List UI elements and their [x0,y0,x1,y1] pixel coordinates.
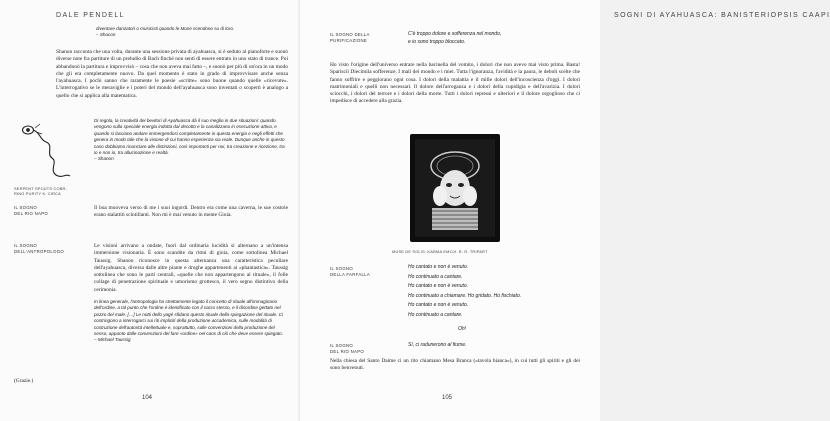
rio-napo-quote: Sì, ci radunerono al fiume. [408,342,467,348]
serpent-caption-line-2: RING PURITY K. CIRCA [14,191,61,196]
purificazione-quote-line-1: C'è troppo dolore e sofferenza nel mondo, [408,31,502,37]
shanon-quote-text: Di regola, la creatività dei bevitori di Ayahuasca dà il suo meglio in due situazioni: quando vengono sulla speciale energia indotta dal decotto e la canalizzano in esecuzione attiva, e quando si lasciano andare immergendosi completamente in questa energia e negli effetti che genera in modo tale che la visione di cui hanno esperienza sia reale. Dunque anche in questo caso dobbiamo rinunciare alle distinzioni, così importanti per noi, tra creazione e ricezione, tra io e non io, tra allucinazione e realtà. [94,118,285,156]
margin-label-farfalla-line-2: DELLA FARFALLA [330,271,371,277]
serpent-illustration [18,118,78,184]
artwork-frame [410,134,500,242]
shanon-quote-attribution: – Shanon [94,156,114,162]
purificazione-quote [408,30,578,46]
margin-label-rio-napo-line-1: IL SOGNO [14,205,38,210]
margin-label-rio-napo-right-line-2: DEL RIO NAPO [330,348,365,354]
grazie-text: (Grazie.) [14,378,34,384]
page-number-right: 105 [442,395,453,401]
right-page [300,0,830,421]
margin-label-antropologo [14,243,86,254]
page-number-left: 104 [142,395,153,401]
farfalla-line: Oh! [458,325,467,332]
margin-label-antropologo-line-1: IL SOGNO [14,243,38,248]
farfalla-line: Ho continuato a chiamare. Ho gridato. Ho fischiato. [408,292,522,299]
farfalla-line: Ho cantato e non è venuto. [408,264,469,270]
margin-label-rio-napo-right-line-1: IL SOGNO [330,343,354,348]
margin-label-rio-napo-line-2: DEL RIO NAPO [14,210,49,216]
paragraph-dolori: Ho visto l'origine dell'universo entrare nella bacinella del vomito, i dolori che non avevo mai visto prima. Basta! Spariscil Diecimila sofferenze. I mali del mondo e i miei. Tutta l'ignoranza, l'avidità e la paura, le deboli scelte che fanno soffrire e peggiorano ogni cosa. I dolori della malattia e il mille dolori dell'incoscienza d'oggi. I dolori matrimoniali e quelli non necessari. Il dolore dell'arroganza e i dolori della cupidigia e dell'avarizia. I dolori sciocchi, i dolori del terrore e i dolori della morte. Tutti i dolori repressi e ulteriori e il dolore orgoglioso che ci impedisce di accedere alla grazia. [330,62,580,105]
running-head-author: DALE PENDELL [56,12,125,19]
margin-label-purificazione-line-2: PURIFICAZIONE [330,37,368,43]
margin-label-rio-napo [14,205,84,216]
margin-label-rio-napo-right [330,343,400,354]
artwork-image [410,134,500,242]
paragraph-shanon-piano: Shanon racconta che una volta, durante una sessione privata di ayahuasca, si è seduto al pianoforte e suonò diverse note fra partiture di un preludio di Bach finché non sentì di essere entrato in uno stato di trance. Poi abbandonò la partitura e improvvisò – cosa che non aveva mai fatto –, e suonò per più di un'ora in un modo che gli era completamente nuovo. Da quel momento è stato in grado di improvvisare anche senza l'ayahuasca. I pochi sanno che raramente le poesie «scritte» sono buone quando quelle «ricevute». L'interrogativo se le meraviglie e i poteri del mondo dell'ayahuasca sono inventati o scoperti è analogo a quello che si applica alla matematica. [56,49,288,99]
left-page [0,0,300,421]
farfalla-line: Ho continuato a cantare. [408,273,463,280]
paragraph-santo-daime: Nella chiesa del Santo Daime ci un rito chiamano Mesa Branca («tavola bianca»), in cui tutti gli spiriti e gli dei sono benvenuti. [330,358,580,372]
margin-label-antropologo-line-2: DELL'ANTROPOLOGO [14,248,65,254]
taussig-quote-attribution: – Michael Taussig [94,337,131,343]
farfalla-line: Ho cantato e non è venuto. [408,302,469,309]
opening-quote [96,26,286,39]
opening-quote-text: diventare danzatori o musicisti quando le Muse scendono su di loro. [96,26,235,31]
serpent-caption [14,186,84,196]
paragraph-rio-napo: Il boa muoveva verso di me i suoi ingordi. Dentro era come una caverna, le sue costole erano stalattiti scintillanti. Non mi è mai venuto in mente Gioia. [94,205,288,219]
margin-label-purificazione-line-1: IL SOGNO DELLA [330,32,370,37]
farfalla-line: Ho continuato a cantare. [408,311,463,318]
margin-label-farfalla-line-1: IL SOGNO [330,266,354,271]
purificazione-quote-line-2: e io sono troppo bloccato. [408,39,466,45]
margin-label-purificazione [330,32,400,43]
taussig-quote [94,299,288,344]
opening-quote-attribution: – Shucon [96,32,116,38]
shanon-quote [94,118,288,163]
paragraph-antropologo: Le visioni arrivano a ondate, fuori dal ordinaria lucidità si alternano a un'intensa immersione visionaria. È sono scandite da ritmi di gioia, come sottolinea Michael Taussig. Shanon riconosce in questa alternanza una caratteristica peculiare dell'ayahuasca, diversa dalle altre piante e droghe appartenenti ai «phantastica». Taussig sottolinea che sono le parti centrali, «quelle che non appartengono al rituale», il folle collage di penetrazione spirituale e umorismo grottesco, il vero segno distintivo della cerimonia. [94,243,288,293]
farfalla-lines [408,263,588,334]
margin-label-farfalla [330,266,400,277]
farfalla-line: Ho cantato e non è venuto. [408,283,469,290]
running-head-title: SOGNI DI AYAHUASCA: BANISTERIOPSIS CAAPI [614,12,830,19]
artwork-caption: MUSE DE SOLIS: KARMA EMOJI. R. R. TRIPART [392,249,488,254]
serpent-caption-line-1: SERPENT SPOUTS COBR- [14,186,68,191]
taussig-quote-text: In linea generale, l'antropologia ha strettamente legato il concetto di rituale all'immaginario dell'ordine, a tal punto che l'ordine è identificato con il sacro stesso, e il disordine gettato nel pozzo del male. […] Le notti dello yagé sfidano questo rituale della spiegazione del rituale. Ci costringono a interrogarci sui riti impliciti della produzione accademica, sulle modalità di costruzione dell'autorità intellettuale e, soprattutto, sulle convenzioni della produzione del senso, appunto dalle convenzioni del fare «ordine» nel caos di ciò che deve essere spiegato. [94,299,283,337]
